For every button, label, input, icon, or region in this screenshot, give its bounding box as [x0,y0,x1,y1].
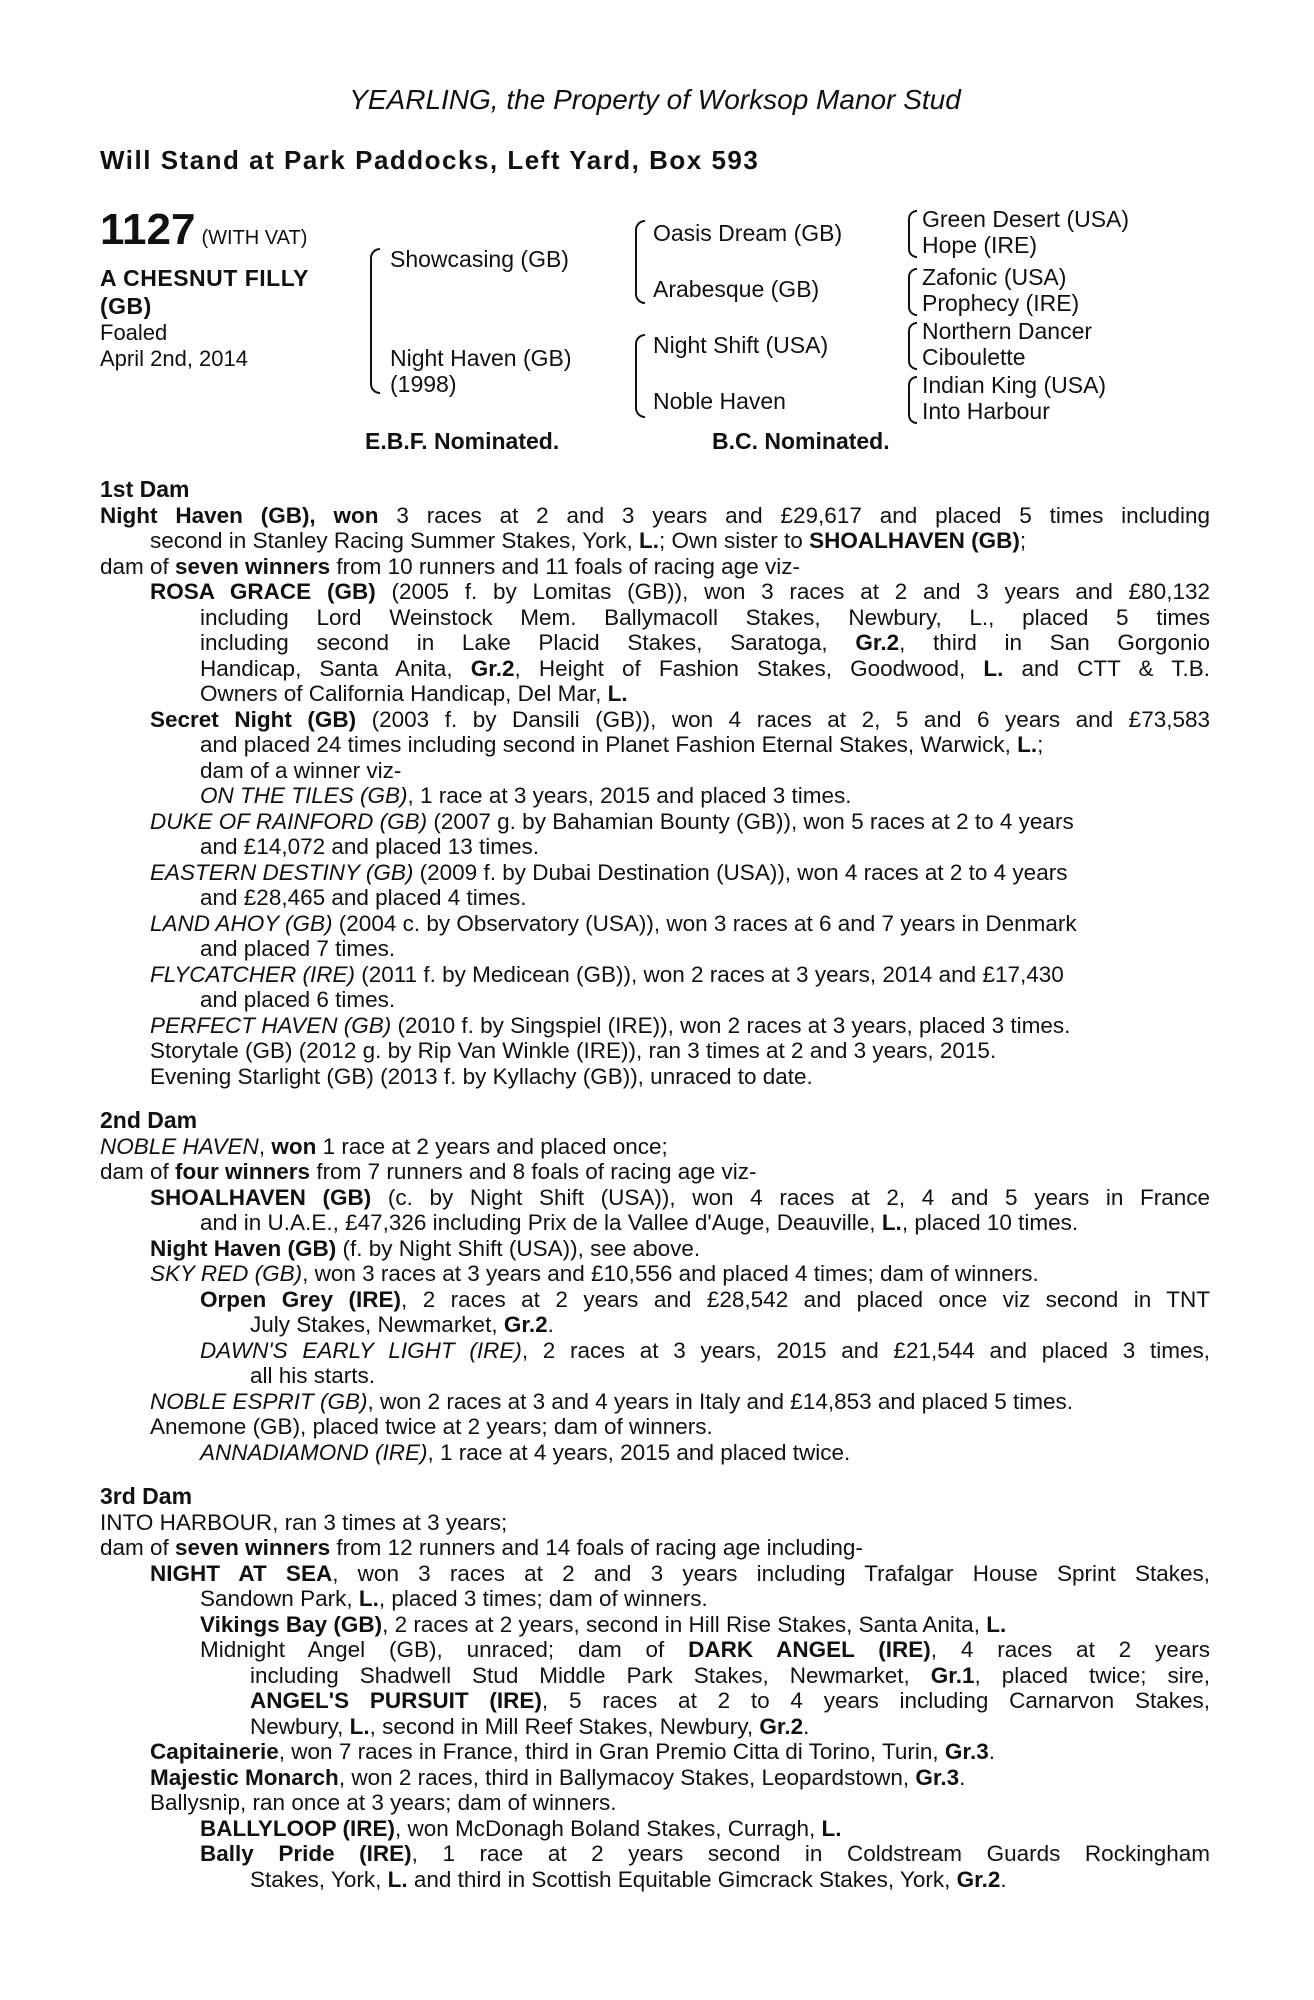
capitainerie-line [100,1739,1210,1765]
horse-name: Night Haven (GB) [150,1235,337,1261]
first-dam-title: 1st Dam [100,476,190,502]
ped-sire-sire: Oasis Dream (GB) [653,220,843,246]
night-at-sea-line1 [100,1561,1210,1587]
dam1-text: second in Stanley Racing Summer Stakes, York, [150,528,640,553]
horse-name: FLYCATCHER (IRE) [150,961,356,987]
listed-mark: L. [639,528,660,553]
horse-name: DARK ANGEL (IRE) [688,1637,931,1662]
bc-nominated: B.C. Nominated. [712,428,890,454]
grade-mark: Gr.2 [503,1312,548,1337]
sky-red-line [100,1261,1210,1287]
page-heading: YEARLING, the Property of Worksop Manor Stud [349,84,961,115]
ped-dsd: Ciboulette [922,344,1026,370]
dam1-text: ; [1019,528,1027,553]
grade-mark: Gr.1 [930,1662,975,1688]
entry-text: , won McDonagh Boland Stakes, Curragh, [395,1815,822,1841]
lot-origin: (GB) [100,293,152,319]
on-the-tiles-line [100,783,1210,809]
secret-night-line3: dam of a winner viz- [200,757,402,783]
entry-text: Owners of California Handicap, Del Mar, [200,681,608,706]
dam1-line1 [100,503,1210,529]
horse-name: Capitainerie [150,1739,279,1764]
listed-mark: L. [821,1815,842,1841]
entry-text: , 5 races at 2 to 4 years including Carnarvon Stakes, [541,1688,1210,1713]
second-dam-section [100,1108,1210,1465]
brace-g1 [908,210,917,258]
rosa-grace-line5 [100,681,1210,707]
vat-note: (WITH VAT) [201,227,308,249]
ped-sire: Showcasing (GB) [390,246,569,272]
lot-number: 1127 [100,205,196,254]
entry-text: including second in Lake Placid Stakes, Saratoga, [200,630,856,655]
horse-name: ANGEL'S PURSUIT (IRE) [250,1688,542,1713]
lot-description [100,264,360,320]
dam2-line2 [100,1159,1210,1185]
entry-text: . [1000,1866,1007,1892]
grade-mark: Gr.3 [915,1764,960,1790]
entry-text: , won 2 races at 3 and 4 years in Italy and £14,853 and placed 5 times. [367,1388,1073,1414]
entry-text: , placed 10 times. [901,1210,1079,1235]
night-at-sea-line2 [100,1586,1210,1612]
land-ahoy-line2: and placed 7 times. [200,936,396,961]
entry-text: (f. by Night Shift (USA)), see above. [336,1235,701,1261]
rosa-grace-line2: including Lord Weinstock Mem. Ballymacoll Stakes, Newbury, L., placed 5 times [200,604,1210,630]
ped-dds: Indian King (USA) [922,372,1107,398]
shoalhaven-line1 [100,1185,1210,1211]
eastern-line2: and £28,465 and placed 4 times. [200,885,527,910]
noble-esprit-line [100,1389,1210,1415]
land-ahoy-line1 [100,911,1210,937]
entry-text: and third in Scottish Equitable Gimcrack Stakes, York, [407,1866,957,1892]
horse-name: Bally Pride (IRE) [200,1841,412,1866]
winners-count: seven winners [175,1535,331,1560]
grade-mark: Gr.2 [855,630,900,655]
ped-dam-sire: Night Shift (USA) [653,332,829,358]
orpen-grey-line2 [100,1312,1210,1338]
horse-name: PERFECT HAVEN (GB) [150,1012,392,1038]
entry-text: . [803,1713,810,1739]
annadiamond-line [100,1440,1210,1466]
entry-text: dam of [100,1535,176,1560]
entry-text: , 4 races at 2 years [930,1637,1211,1662]
won-mark: won [271,1133,317,1159]
entry-text: (2010 f. by Singspiel (IRE)), won 2 races at 3 years, placed 3 times. [391,1012,1071,1038]
sire-dam-brace [370,248,380,394]
dam1-text: from 10 runners and 11 foals of racing age viz- [330,553,800,579]
listed-mark: L. [387,1866,408,1892]
horse-name: EASTERN DESTINY (GB) [150,859,414,885]
dam1-line3 [100,554,1210,580]
horse-name: Orpen Grey (IRE) [200,1286,401,1312]
foaled-label: Foaled [100,320,168,345]
entry-text: (2007 g. by Bahamian Bounty (GB)), won 5 races at 2 to 4 years [427,808,1074,834]
horse-name: ANNADIAMOND (IRE) [200,1439,428,1465]
listed-mark: L. [986,1611,1007,1637]
brace-g2 [908,268,917,316]
entry-text: , won 2 races, third in Ballymacoy Stakes, Leopardstown, [338,1764,916,1790]
entry-text: Midnight Angel (GB), unraced; dam of [200,1637,689,1662]
listed-mark: L. [607,681,628,706]
entry-text: . [547,1312,554,1337]
entry-text: including Shadwell Stud Middle Park Stakes, Newmarket, [250,1662,931,1688]
majestic-monarch-line [100,1765,1210,1791]
entry-text: 1 race at 2 years and placed once; [316,1133,668,1159]
entry-text: , [258,1133,272,1159]
rosa-grace-line3 [100,630,1210,656]
eastern-line1 [100,860,1210,886]
dawns-early-light-line1 [100,1338,1210,1364]
entry-text: , 2 races at 2 years and £28,542 and placed once viz second in TNT [400,1286,1211,1312]
entry-text: Handicap, Santa Anita, [200,655,471,681]
entry-text: (2009 f. by Dubai Destination (USA)), won 4 races at 2 to 4 years [413,859,1068,885]
vikings-bay-line [100,1612,1210,1638]
entry-text: from 7 runners and 8 foals of racing age viz- [310,1159,757,1184]
sire-line-brace [635,220,645,304]
entry-text: . [959,1764,966,1790]
midnight-angel-line3 [100,1688,1210,1714]
secret-night-line1 [100,707,1210,733]
midnight-angel-line4 [100,1714,1210,1740]
dam1-text: ; Own sister to [659,528,810,553]
ped-sds: Zafonic (USA) [922,264,1067,290]
ballyloop-line [100,1816,1210,1842]
entry-text: Newbury, [250,1713,350,1739]
entry-text: , second in Mill Reef Stakes, Newbury, [369,1713,760,1739]
dam2-line1 [100,1134,1210,1160]
horse-name: NOBLE ESPRIT (GB) [150,1388,368,1414]
storytale-line: Storytale (GB) (2012 g. by Rip Van Winkle (IRE)), ran 3 times at 2 and 3 years, 2015. [150,1038,997,1063]
ped-dam-year: (1998) [390,371,457,397]
ped-sire-dam: Arabesque (GB) [653,276,820,302]
listed-mark: L. [1017,732,1038,757]
ped-dss: Northern Dancer [922,318,1093,344]
ped-dam: Night Haven (GB) [390,345,572,371]
brace-g3 [908,322,917,370]
dam3-line1: INTO HARBOUR, ran 3 times at 3 years; [100,1509,508,1535]
lot-info [100,205,360,372]
entry-text: , 1 race at 2 years second in Coldstream Guards Rockingham [411,1841,1210,1866]
entry-text: , won 7 races in France, third in Gran Premio Citta di Torino, Turin, [278,1739,945,1764]
entry-text: , Height of Fashion Stakes, Goodwood, [514,655,984,681]
entry-text: , won 3 races at 2 and 3 years including Trafalgar House Sprint Stakes, [332,1560,1210,1586]
midnight-angel-line1 [100,1637,1210,1663]
horse-name: NOBLE HAVEN [100,1133,259,1159]
horse-name: Secret Night (GB) [150,706,357,732]
horse-name: ROSA GRACE (GB) [150,579,376,604]
second-dam-title: 2nd Dam [100,1107,198,1133]
horse-name: BALLYLOOP (IRE) [200,1815,396,1841]
third-dam-section [100,1484,1210,1892]
dam3-line2 [100,1535,1210,1561]
bally-pride-line1 [100,1841,1210,1867]
flycatcher-line1 [100,962,1210,988]
anemone-line: Anemone (GB), placed twice at 2 years; dam of winners. [150,1414,713,1439]
ebf-nominated: E.B.F. Nominated. [365,428,560,454]
duke-line1 [100,809,1210,835]
secret-night-line2 [100,732,1210,758]
stand-location: Will Stand at Park Paddocks, Left Yard, Box 593 [100,145,760,175]
entry-text: . [988,1739,995,1764]
entry-text: (2003 f. by Dansili (GB)), won 4 races at 2, 5 and 6 years and £73,583 [356,706,1211,732]
entry-text: and placed 24 times including second in Planet Fashion Eternal Stakes, Warwick, [200,732,1018,757]
entry-text: Stakes, York, [250,1866,388,1892]
entry-text: July Stakes, Newmarket, [250,1312,504,1337]
first-dam-section [100,477,1210,1089]
dam1-name: Night Haven (GB), won [100,502,379,528]
midnight-angel-line2 [100,1663,1210,1689]
entry-text: and in U.A.E., £47,326 including Prix de la Vallee d'Auge, Deauville, [200,1210,882,1235]
brace-g4 [908,376,917,424]
perfect-haven-line [100,1013,1210,1039]
entry-text: (c. by Night Shift (USA)), won 4 races at 2, 4 and 5 years in France [371,1184,1211,1210]
listed-mark: L. [881,1210,902,1235]
horse-name: ON THE TILES (GB) [200,783,408,808]
entry-text: (2004 c. by Observatory (USA)), won 3 races at 6 and 7 years in Denmark [332,910,1077,936]
dawns-early-light-line2: all his starts. [250,1363,376,1388]
entry-text: , 2 races at 2 years, second in Hill Rise Stakes, Santa Anita, [382,1611,987,1637]
grade-mark: Gr.2 [759,1713,804,1739]
dam1-text: dam of [100,553,176,579]
listed-mark: L. [983,655,1004,681]
entry-text: , 1 race at 4 years, 2015 and placed twice. [427,1439,851,1465]
winners-count: four winners [175,1159,311,1184]
orpen-grey-line1 [100,1287,1210,1313]
rosa-grace-line1 [100,579,1210,605]
entry-text: , placed 3 times; dam of winners. [378,1586,708,1611]
dam1-line2 [100,528,1210,554]
horse-name: Vikings Bay (GB) [200,1611,383,1637]
duke-line2: and £14,072 and placed 13 times. [200,834,540,859]
ped-sdd: Prophecy (IRE) [922,290,1080,316]
rosa-grace-line4 [100,656,1210,682]
entry-text: Sandown Park, [200,1586,359,1611]
entry-text: dam of [100,1159,176,1184]
horse-name: NIGHT AT SEA [150,1560,333,1586]
grade-mark: Gr.2 [470,655,515,681]
ped-sss: Green Desert (USA) [922,206,1130,232]
flycatcher-line2: and placed 6 times. [200,987,396,1012]
winners-count: seven winners [175,553,331,579]
ped-ssd: Hope (IRE) [922,232,1038,258]
shoalhaven-line2 [100,1210,1210,1236]
entry-text: , 2 races at 3 years, 2015 and £21,544 and placed 3 times, [521,1337,1210,1363]
evening-starlight-line: Evening Starlight (GB) (2013 f. by Kyllachy (GB)), unraced to date. [150,1063,813,1089]
bally-pride-line2 [100,1867,1210,1893]
entry-text: from 12 runners and 14 foals of racing age including- [330,1535,863,1560]
third-dam-title: 3rd Dam [100,1483,193,1509]
horse-name: Majestic Monarch [150,1764,339,1790]
night-haven-line [100,1236,1210,1262]
ballysnip-line: Ballysnip, ran once at 3 years; dam of winners. [150,1790,617,1815]
entry-text: and CTT & T.B. [1003,655,1210,681]
horse-name: SHOALHAVEN (GB) [150,1184,372,1210]
foaled-date: April 2nd, 2014 [100,346,248,371]
grade-mark: Gr.2 [956,1866,1001,1892]
entry-text: , third in San Gorgonio [899,630,1210,655]
listed-mark: L. [358,1586,379,1611]
ped-ddd: Into Harbour [922,398,1050,424]
entry-text: , placed twice; sire, [974,1662,1210,1688]
ped-dam-dam: Noble Haven [653,388,786,414]
entry-text: (2005 f. by Lomitas (GB)), won 3 races at 2 and 3 years and £80,132 [375,579,1210,604]
horse-name: LAND AHOY (GB) [150,910,333,936]
horse-name: DAWN'S EARLY LIGHT (IRE) [200,1337,522,1363]
dam-line-brace [635,334,645,418]
entry-text: ; [1037,732,1044,757]
entry-text: (2011 f. by Medicean (GB)), won 2 races at 3 years, 2014 and £17,430 [355,961,1064,987]
horse-name: SKY RED (GB) [150,1261,303,1286]
entry-text: , won 3 races at 3 years and £10,556 and placed 4 times; dam of winners. [302,1261,1039,1286]
horse-name: SHOALHAVEN (GB) [809,528,1020,553]
entry-text: , 1 race at 3 years, 2015 and placed 3 times. [407,783,852,808]
lot-sex: A CHESNUT FILLY [100,265,309,291]
dam1-text: 3 races at 2 and 3 years and £29,617 and placed 5 times including [378,502,1210,528]
listed-mark: L. [349,1713,370,1739]
grade-mark: Gr.3 [944,1739,989,1764]
horse-name: DUKE OF RAINFORD (GB) [150,808,428,834]
